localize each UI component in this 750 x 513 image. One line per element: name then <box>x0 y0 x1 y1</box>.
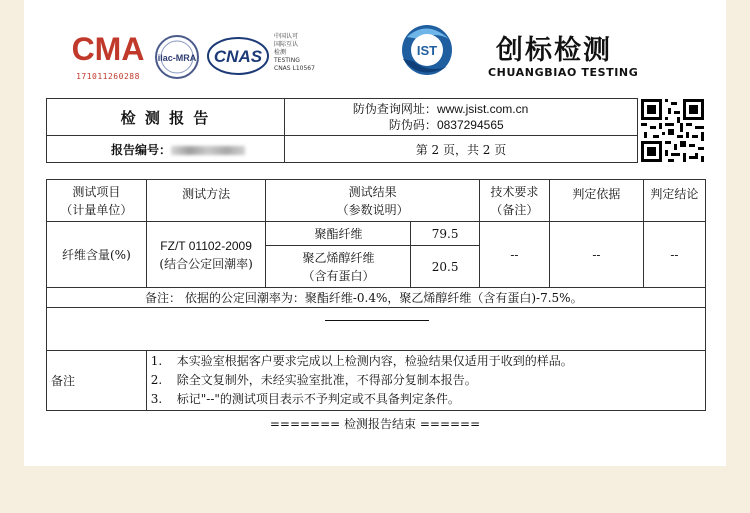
remarks-label: 备注 <box>47 351 147 411</box>
col-header-result: 测试结果 （参数说明） <box>266 180 479 222</box>
divider-line <box>325 320 429 321</box>
page-info: 第 2 页，共 2 页 <box>284 136 637 163</box>
report-title: 检 测 报 告 <box>47 99 285 136</box>
cnas-side-text: 中国认可 国际互认 检测 TESTING CNAS L10567 <box>274 33 315 72</box>
result-value-polyester: 79.5 <box>411 222 479 246</box>
report-number-label: 报告编号： <box>111 142 172 157</box>
cnas-label: CNAS <box>213 47 263 66</box>
brand-name-cn: 创标检测 <box>496 35 612 66</box>
report-number-cell <box>47 136 285 163</box>
report-number-redacted <box>171 146 245 155</box>
ist-logo <box>397 23 457 77</box>
ilac-label: ilac-MRA <box>157 53 197 63</box>
anti-fake-code: 0837294565 <box>436 118 504 132</box>
results-table <box>46 179 706 411</box>
remark-item: 3. 标记"--"的测试项目表示不予判定或不具备判定条件。 <box>150 392 460 406</box>
query-url[interactable]: www.jsist.com.cn <box>436 102 529 116</box>
remark-item: 1. 本实验室根据客户要求完成以上检测内容，检验结果仅适用于收到的样品。 <box>150 354 573 368</box>
result-name-pva: 聚乙烯醇纤维 （含有蛋白） <box>266 246 411 288</box>
anti-fake-code-label: 防伪码： <box>388 118 437 132</box>
result-value-pva: 20.5 <box>411 246 479 288</box>
cma-mark: CMA <box>72 31 144 67</box>
cma-number: 171011260288 <box>76 72 140 81</box>
anti-fake-info <box>284 99 637 136</box>
qr-code[interactable] <box>641 99 704 162</box>
blank-divider-row <box>47 308 706 351</box>
col-header-basis: 判定依据 <box>550 180 644 222</box>
col-header-tech: 技术要求 （备注） <box>479 180 549 222</box>
cnas-logo <box>206 36 270 76</box>
row-conclusion: -- <box>643 222 705 288</box>
row-method: FZ/T 01102-2009 (结合公定回潮率) <box>146 222 266 288</box>
row-tech: -- <box>479 222 549 288</box>
report-header-table <box>46 98 638 163</box>
row-item: 纤维含量(%) <box>47 222 147 288</box>
col-header-method: 测试方法 <box>146 180 266 222</box>
remark-item: 2. 除全文复制外，未经实验室批准，不得部分复制本报告。 <box>150 373 477 387</box>
remarks-list <box>146 351 705 411</box>
report-end-marker: ======= 检测报告结束 ====== <box>269 417 481 431</box>
brand-name-en: CHUANGBIAO TESTING <box>488 66 639 79</box>
row-basis: -- <box>550 222 644 288</box>
col-header-item: 测试项目 （计量单位） <box>47 180 147 222</box>
moisture-note: 备注： 依据的公定回潮率为：聚酯纤维-0.4%，聚乙烯醇纤维（含有蛋白)-7.5%。 <box>47 288 706 308</box>
query-url-label: 防伪查询网址： <box>352 102 437 116</box>
col-header-conclusion: 判定结论 <box>643 180 705 222</box>
ilac-mra-logo <box>154 34 200 80</box>
result-name-polyester: 聚酯纤维 <box>266 222 411 246</box>
ist-label: IST <box>416 43 438 58</box>
